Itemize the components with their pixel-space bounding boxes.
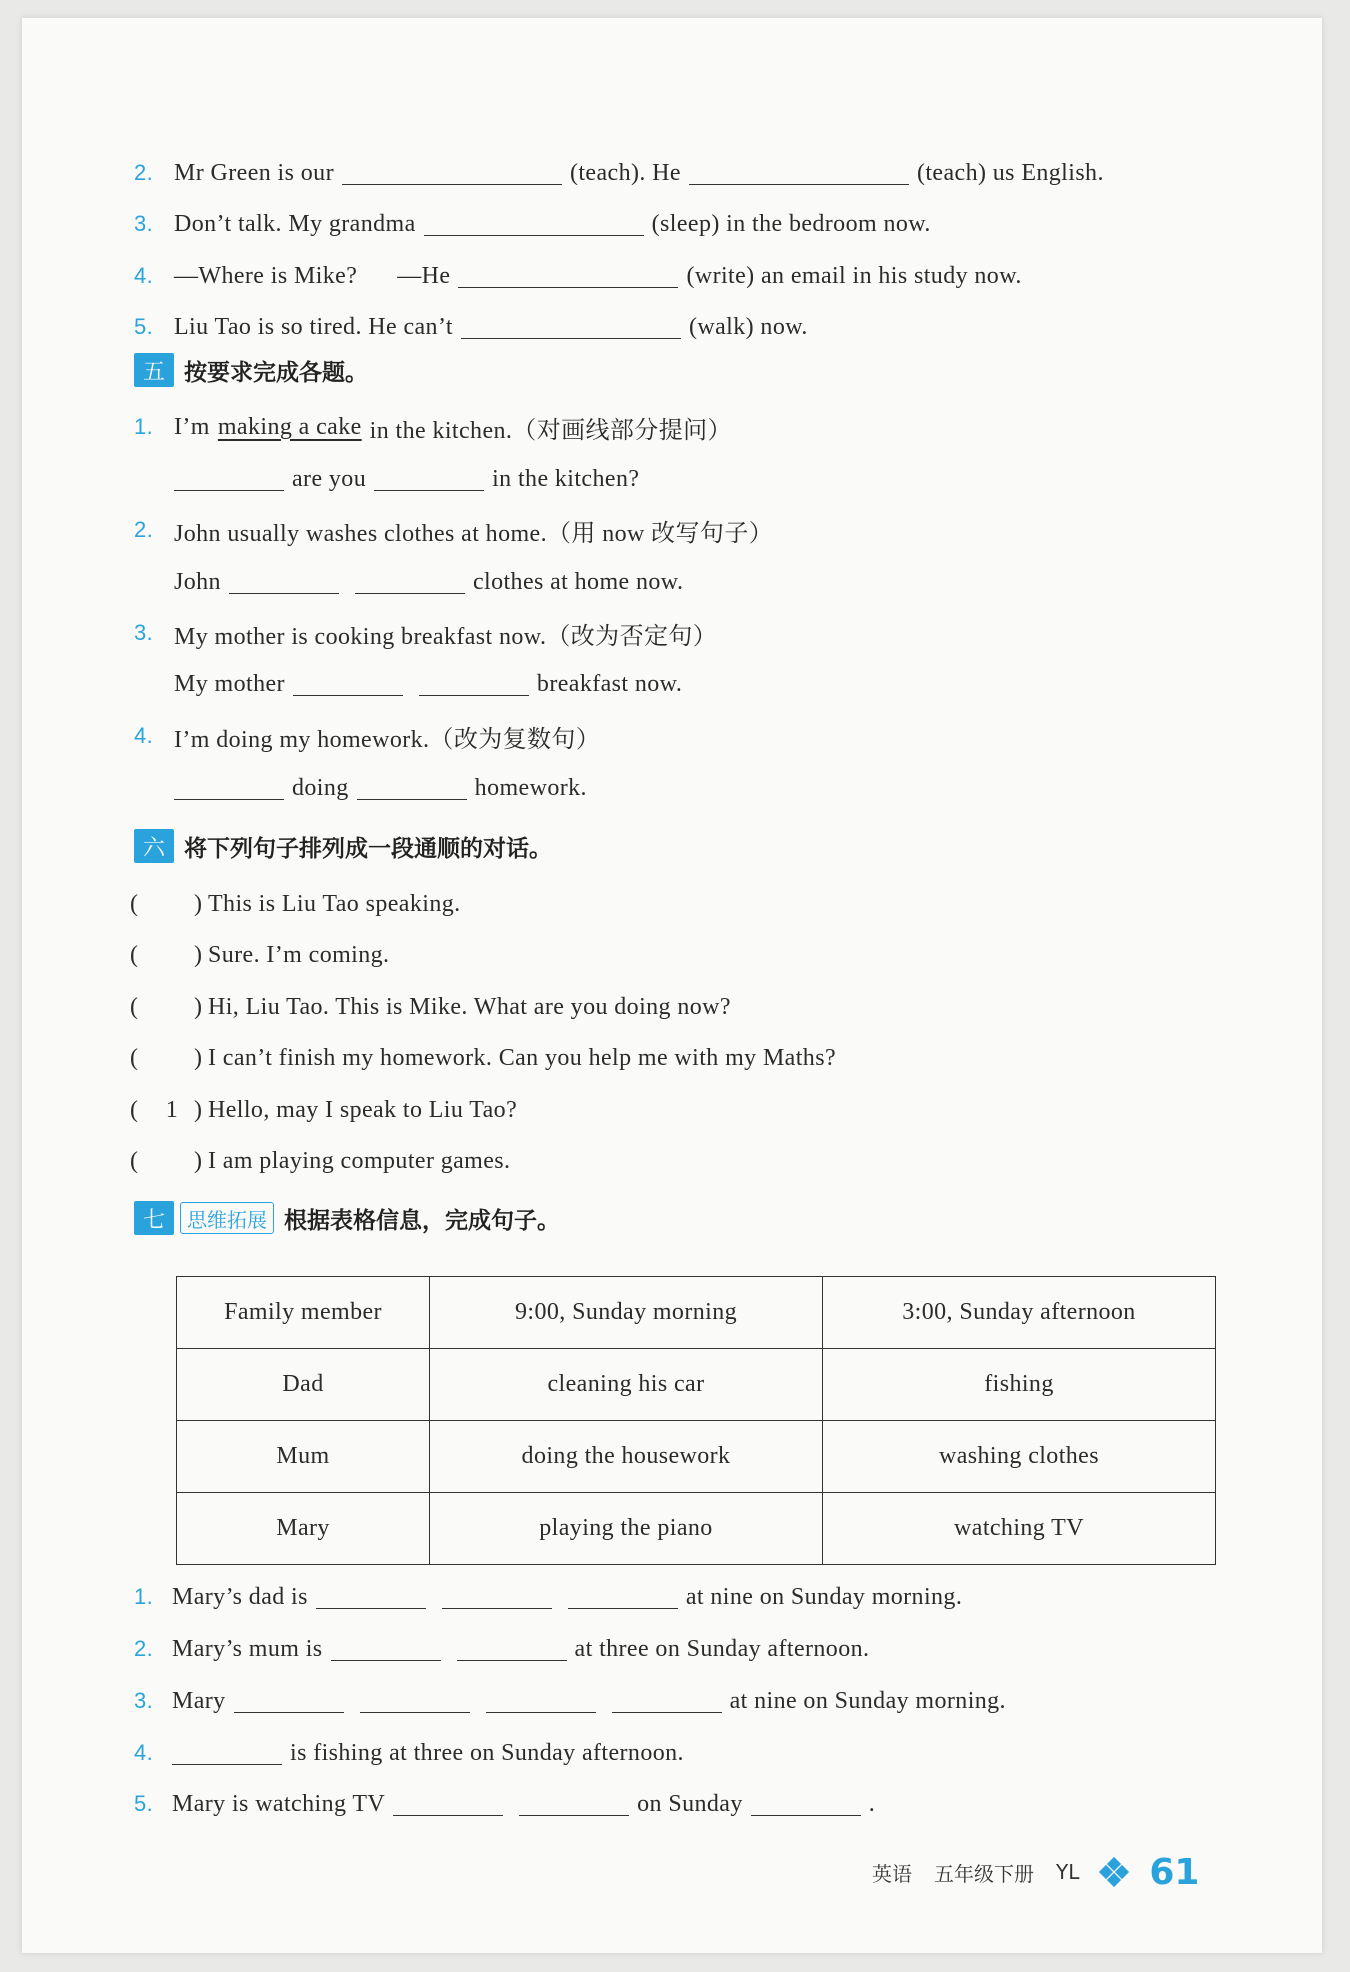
question-text: Liu Tao is so tired. He can’t [174,313,453,340]
question-text: . [868,1790,876,1817]
answer-blank[interactable] [331,1638,441,1661]
section-tag: 思维拓展 [180,1202,274,1234]
answer-blank[interactable] [357,777,467,800]
question-number: 1. [134,414,154,439]
question-text: I’m doing my homework.（改为复数句） [174,726,601,753]
question-text: Mary’s dad is [172,1583,308,1610]
answer-blank[interactable] [374,468,484,491]
table-header: 9:00, Sunday morning [430,1277,823,1349]
question-text: My mother is cooking breakfast now.（改为否定句） [174,623,718,650]
question-number: 4. [134,263,154,288]
open-paren: ( [130,1147,139,1174]
dialogue-text: This is Liu Tao speaking. [208,890,461,917]
open-paren: ( [130,941,139,968]
answer-blank[interactable] [293,673,403,696]
question-number: 2. [134,517,154,542]
page-number: 61 [1149,1851,1200,1893]
table-cell: Dad [177,1349,430,1421]
section-6-header [134,828,552,864]
dialogue-text: I am playing computer games. [208,1147,511,1174]
answer-blank[interactable] [424,213,644,236]
table-cell: washing clothes [823,1421,1216,1493]
question-text: My mother [174,670,285,697]
table-row [177,1493,1216,1565]
footer-subject: 英语 [872,1861,912,1886]
answer-blank[interactable] [234,1690,344,1713]
answer-blank[interactable] [751,1793,861,1816]
question-text: —Where is Mike? [174,262,358,289]
question-text: in the kitchen.（对画线部分提问） [369,417,732,444]
footer-grade: 五年级下册 [934,1861,1034,1886]
answer-blank[interactable] [568,1586,678,1609]
question-text: Mary [172,1687,226,1714]
answer-blank[interactable] [172,1742,282,1765]
open-paren: ( [130,1044,139,1071]
answer-blank[interactable] [486,1690,596,1713]
section-badge: 七 [134,1201,174,1235]
question-text: homework. [474,774,587,801]
answer-blank[interactable] [689,162,909,185]
table-row [177,1349,1216,1421]
table-header: 3:00, Sunday afternoon [823,1277,1216,1349]
question-number: 3. [134,1688,154,1713]
close-paren: ) [194,1147,203,1174]
question-text: I’m [174,413,210,440]
question-text: Don’t talk. My grandma [174,210,416,237]
question-text: (sleep) in the bedroom now. [651,210,931,237]
question-text: breakfast now. [536,670,683,697]
question-text: at three on Sunday afternoon. [574,1635,870,1662]
dialogue-text: Hi, Liu Tao. This is Mike. What are you doing now? [208,993,731,1020]
section-title: 按要求完成各题。 [184,359,368,386]
question-number: 2. [134,1636,154,1661]
question-number: 1. [134,1584,154,1609]
question-text: is fishing at three on Sunday afternoon. [290,1739,684,1766]
order-answer[interactable]: 1 [165,1096,179,1123]
question-text: —He [397,262,451,289]
dialogue-text: Hello, may I speak to Liu Tao? [208,1096,518,1123]
question-text: are you [292,465,367,492]
diamond-decoration-icon [1101,1859,1127,1885]
table-cell: playing the piano [430,1493,823,1565]
question-number: 3. [134,211,154,236]
answer-blank[interactable] [355,571,465,594]
question-text: Mary’s mum is [172,1635,323,1662]
open-paren: ( [130,993,139,1020]
dialogue-text: I can’t finish my homework. Can you help me with my Maths? [208,1044,836,1071]
table-cell: fishing [823,1349,1216,1421]
question-text: clothes at home now. [472,568,684,595]
question-text: John [174,568,221,595]
workbook-page [22,18,1322,1953]
answer-blank[interactable] [461,316,681,339]
open-paren: ( [130,1096,139,1123]
answer-blank[interactable] [458,265,678,288]
question-text: Mary is watching TV [172,1790,386,1817]
question-number: 5. [134,1791,154,1816]
question-text: (write) an email in his study now. [686,262,1022,289]
section-title: 将下列句子排列成一段通顺的对话。 [184,835,552,862]
underlined-phrase: making a cake [217,413,362,440]
question-text: on Sunday [637,1790,743,1817]
table-cell: watching TV [823,1493,1216,1565]
answer-blank[interactable] [229,571,339,594]
close-paren: ) [194,1044,203,1071]
answer-blank[interactable] [612,1690,722,1713]
question-text: (walk) now. [688,313,808,340]
table-cell: cleaning his car [430,1349,823,1421]
section-5-header [134,352,368,388]
table-cell: doing the housework [430,1421,823,1493]
section-title: 根据表格信息，完成句子。 [284,1207,560,1234]
section-badge: 五 [134,353,174,387]
answer-blank[interactable] [419,673,529,696]
answer-blank[interactable] [457,1638,567,1661]
page-footer [872,1848,1221,1896]
question-number: 4. [134,723,154,748]
question-text: John usually washes clothes at home.（用 now 改写句子） [174,520,774,547]
table-cell: Mary [177,1493,430,1565]
answer-blank[interactable] [174,777,284,800]
answer-blank[interactable] [442,1586,552,1609]
question-text: (teach). He [569,159,681,186]
footer-edition: YL [1056,1860,1080,1884]
question-number: 3. [134,620,154,645]
question-number: 4. [134,1740,154,1765]
answer-blank[interactable] [519,1793,629,1816]
question-text: doing [292,774,349,801]
table-header-row [177,1277,1216,1349]
table-row [177,1421,1216,1493]
question-text: Mr Green is our [174,159,334,186]
question-number: 2. [134,160,154,185]
section-badge: 六 [134,829,174,863]
close-paren: ) [194,890,203,917]
answer-blank[interactable] [360,1690,470,1713]
table-cell: Mum [177,1421,430,1493]
answer-blank[interactable] [342,162,562,185]
answer-blank[interactable] [174,468,284,491]
answer-blank[interactable] [393,1793,503,1816]
close-paren: ) [194,1096,203,1123]
answer-blank[interactable] [316,1586,426,1609]
open-paren: ( [130,890,139,917]
question-text: in the kitchen? [492,465,640,492]
section-7-header [134,1200,560,1236]
question-text: at nine on Sunday morning. [685,1583,963,1610]
question-text: at nine on Sunday morning. [729,1687,1006,1714]
close-paren: ) [194,941,203,968]
question-number: 5. [134,314,154,339]
dialogue-text: Sure. I’m coming. [208,941,390,968]
family-schedule-table [176,1276,1216,1565]
question-text: (teach) us English. [916,159,1104,186]
close-paren: ) [194,993,203,1020]
table-header: Family member [177,1277,430,1349]
